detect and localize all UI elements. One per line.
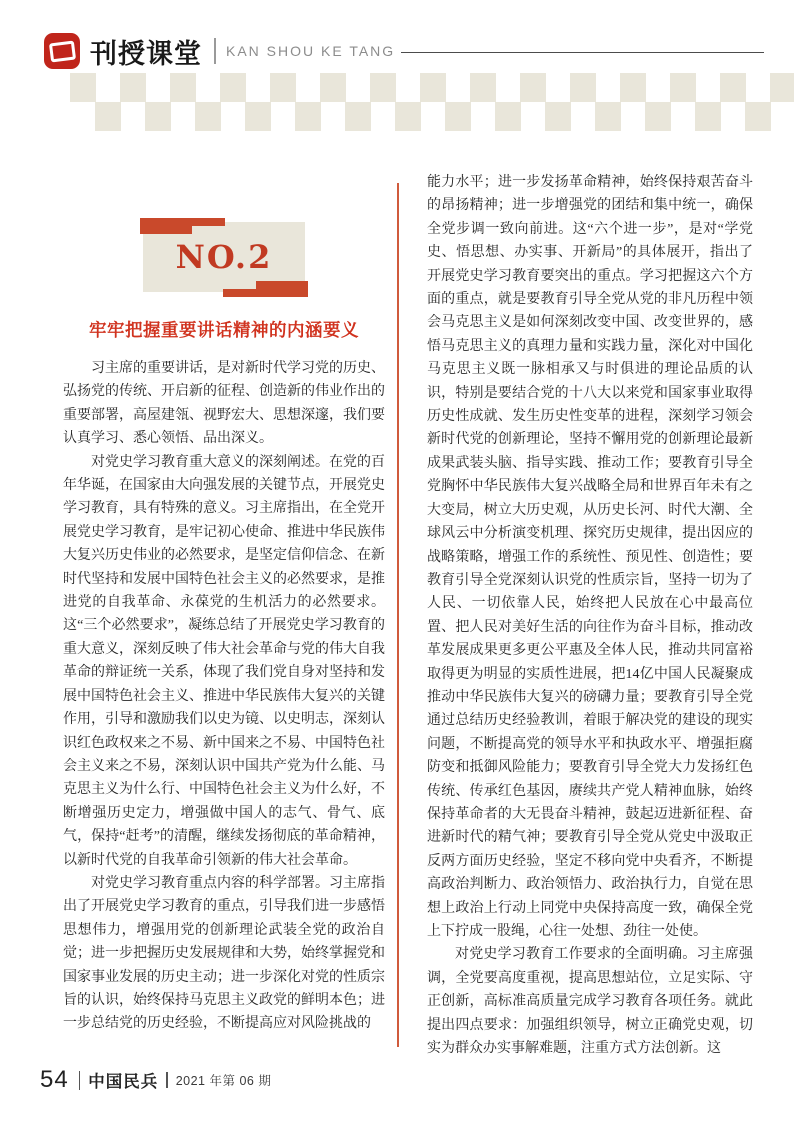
section-number-badge <box>143 222 305 292</box>
column-title-pinyin: KAN SHOU KE TANG <box>226 43 396 59</box>
badge-accent-bottom-bar <box>223 289 256 297</box>
badge-accent-top-bar <box>192 218 225 226</box>
badge-accent-top-left <box>140 218 192 234</box>
right-column <box>427 171 753 1060</box>
badge-label: NO.2 <box>175 238 273 276</box>
checker-strip-row-2 <box>95 102 794 131</box>
footer-divider <box>166 1072 168 1088</box>
issue-label: 2021 年第 06 期 <box>175 1074 272 1088</box>
badge-accent-bottom-right <box>256 281 308 297</box>
paragraph-continuation: 能力水平；进一步发扬革命精神，始终保持艰苦奋斗的昂扬精神；进一步增强党的团结和集中统一，确保全党步调一致向前进。这“六个进一步”，是对“学党史、悟思想、办实事、开新局”的具体展开，指出了开展党史学习教育要突出的重点。学习把握这六个方面的重点，就是要教育引导全党从党的非凡历程中领会马克思主义是如何深刻改变中国、改变世界的，感悟马克思主义的真理力量和实践力量，深化对中国化马克思主义既一脉相承又与时俱进的理论品质的认识，特别是要结合党的十八大以来党和国家事业取得历史性成就、发生历史性变革的进程，深刻学习领会新时代党的创新理论，坚持不懈用党的创新理论最新成果武装头脑、指导实践、推动工作；要教育引导全党胸怀中华民族伟大复兴战略全局和世界百年未有之大变局，树立大历史观，从历史长河、时代大潮、全球风云中分析演变机理、探究历史规律，提出因应的战略策略，增强工作的系统性、预见性、创造性；要教育引导全党深刻认识党的性质宗旨，坚持一切为了人民、一切依靠人民，始终把人民放在心中最高位置、把人民对美好生活的向往作为奋斗目标，推动改革发展成果更多更公平惠及全体人民，推动共同富裕取得更为明显的实质性进展，把14亿中国人民凝聚成推动中华民族伟大复兴的磅礴力量；要教育引导全党通过总结历史经验教训，着眼于解决党的建设的现实问题，不断提高党的领导水平和执政水平、增强拒腐防变和抵御风险能力；要教育引导全党大力发扬红色传统、传承红色基因，赓续共产党人精神血脉，始终保持革命者的大无畏奋斗精神，鼓起迈进新征程、奋进新时代的精气神；要教育引导全党从党史中汲取正反两方面历史经验，坚定不移向党中央看齐，不断提高政治判断力、政治领悟力、政治执行力，自觉在思想上政治上行动上同党中央保持高度一致，确保全党上下拧成一股绳，心往一处想、劲往一处使。 <box>427 175 753 939</box>
paragraph: 对党史学习教育重点内容的科学部署。习主席指出了开展党史学习教育的重点，引导我们进一步感悟思想伟力，增强用党的创新理论武装全党的政治自觉；进一步把握历史发展规律和大势，始终掌握党和国家事业发展的历史主动；进一步深化对党的性质宗旨的认识，始终保持马克思主义政党的鲜明本色；进一步总结党的历史经验，不断提高应对风险挑战的 <box>63 875 385 1032</box>
paragraph: 对党史学习教育重大意义的深刻阐述。在党的百年华诞，在国家由大向强发展的关键节点，开展党史学习教育，具有特殊的意义。习主席指出，在全党开展党史学习教育，是牢记初心使命、推进中华民族伟大复兴历史伟业的必然要求，是坚定信仰信念、在新时代坚持和发展中国特色社会主义的必然要求，是推进党的自我革命、永葆党的生机活力的必然要求。这“三个必然要求”，凝练总结了开展党史学习教育的重大意义，深刻反映了伟大社会革命与党的伟大自我革命的辩证统一关系，体现了我们党自身对坚持和发展中国特色社会主义、推进中华民族伟大复兴的关键作用，引导和激励我们以史为镜、以史明志，深刻认识红色政权来之不易、新中国来之不易、中国特色社会主义来之不易，深刻认识中国共产党为什么能、马克思主义为什么行、中国特色社会主义为什么好，不断增强历史定力，增强做中国人的志气、骨气、底气，保持“赶考”的清醒，继续发扬彻底的革命精神，以新时代党的自我革命引领新的伟大社会革命。 <box>63 454 385 868</box>
column-divider <box>397 183 399 1047</box>
masthead-rule <box>401 52 764 53</box>
screen-glyph <box>49 41 76 63</box>
left-column-body <box>63 357 385 1036</box>
section-title: 牢牢把握重要讲话精神的内涵要义 <box>89 320 359 340</box>
paragraph: 习主席的重要讲话，是对新时代学习党的历史、弘扬党的传统、开启新的征程、创造新的伟业作出的重要部署，高屋建瓴、视野宏大、思想深邃，我们要认真学习、悉心领悟、品出深义。 <box>63 361 385 447</box>
paragraph: 对党史学习教育工作要求的全面明确。习主席强调，全党要高度重视，提高思想站位，立足实际、守正创新，高标准高质量完成学习教育各项任务。就此提出四点要求：加强组织领导，树立正确党史观，切实为群众办实事解难题，注重方式方法创新。这 <box>427 947 753 1057</box>
checker-strip-row-1 <box>70 73 794 102</box>
masthead <box>44 30 764 72</box>
magazine-logo-icon <box>44 33 80 69</box>
page-footer <box>40 1066 271 1094</box>
column-title: 刊授课堂 <box>90 38 202 69</box>
magazine-name: 中国民兵 <box>88 1073 159 1091</box>
page-number: 54 <box>40 1066 69 1093</box>
footer-divider <box>79 1071 81 1090</box>
left-column <box>63 200 385 1036</box>
masthead-divider <box>214 38 216 64</box>
